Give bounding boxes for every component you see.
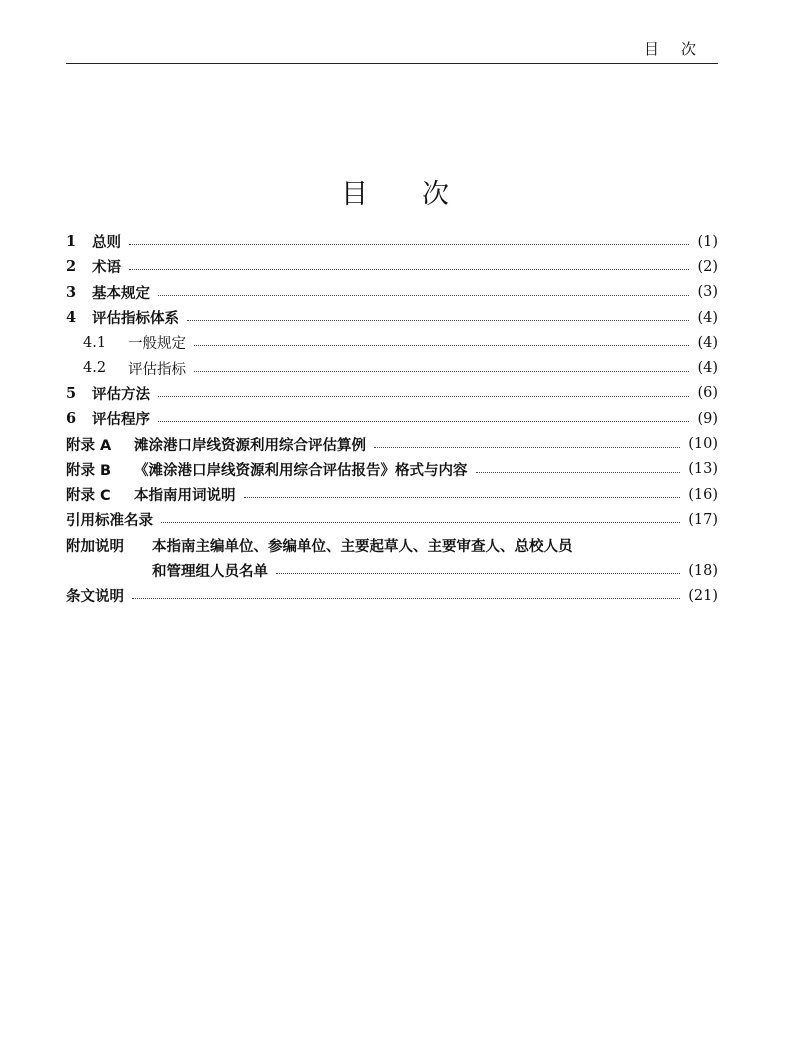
dot-leader bbox=[187, 320, 689, 321]
toc-entry-title: 评估指标体系 bbox=[92, 311, 179, 328]
dot-leader bbox=[158, 421, 689, 422]
toc-entry-number: 2 bbox=[66, 258, 77, 276]
dot-leader bbox=[374, 447, 680, 448]
toc-entry-number: 附录 B bbox=[66, 462, 112, 479]
toc-entry-appendix-b[interactable] bbox=[66, 457, 718, 482]
table-of-contents bbox=[66, 229, 718, 608]
toc-entry-page: (4) bbox=[697, 309, 718, 326]
toc-entry-number: 附录 A bbox=[66, 437, 112, 454]
toc-entry-title: 评估程序 bbox=[92, 412, 150, 429]
toc-entry-title-continued: 和管理组人员名单 bbox=[152, 564, 268, 580]
dot-leader bbox=[276, 573, 680, 574]
dot-leader bbox=[158, 295, 689, 296]
dot-leader bbox=[158, 396, 689, 397]
toc-entry-title: 评估指标 bbox=[128, 361, 186, 378]
page-title: 目次 bbox=[341, 179, 503, 210]
dot-leader bbox=[129, 269, 689, 270]
toc-entry-page: (17) bbox=[688, 511, 718, 528]
toc-entry-title: 术语 bbox=[92, 260, 121, 277]
toc-entry-number: 5 bbox=[66, 384, 77, 402]
toc-entry-number: 3 bbox=[66, 283, 77, 301]
header-rule bbox=[66, 63, 718, 64]
running-head: 目次 bbox=[643, 40, 718, 58]
toc-entry-1[interactable] bbox=[66, 229, 718, 254]
dot-leader bbox=[129, 244, 689, 245]
toc-entry-4-2[interactable] bbox=[66, 355, 718, 380]
toc-entry-title: 条文说明 bbox=[66, 589, 124, 606]
toc-entry-title: 引用标准名录 bbox=[66, 513, 153, 530]
toc-entry-number: 附录 C bbox=[66, 488, 111, 505]
toc-entry-5[interactable] bbox=[66, 381, 718, 406]
toc-entry-page: (16) bbox=[688, 486, 718, 503]
dot-leader bbox=[244, 497, 681, 498]
toc-entry-page: (1) bbox=[697, 233, 718, 250]
toc-entry-referenced-standards[interactable] bbox=[66, 507, 718, 532]
toc-entry-page: (4) bbox=[697, 334, 718, 351]
toc-entry-title: 评估方法 bbox=[92, 386, 150, 403]
toc-entry-title: 本指南主编单位、参编单位、主要起草人、主要审查人、总校人员 bbox=[152, 538, 573, 555]
toc-entry-number: 4.2 bbox=[83, 360, 107, 377]
dot-leader bbox=[132, 598, 680, 599]
toc-entry-2[interactable] bbox=[66, 254, 718, 279]
dot-leader bbox=[194, 371, 689, 372]
toc-entry-4[interactable] bbox=[66, 305, 718, 330]
toc-entry-6[interactable] bbox=[66, 406, 718, 431]
toc-entry-page: (21) bbox=[688, 587, 718, 604]
toc-entry-clause-explanation[interactable] bbox=[66, 583, 718, 608]
toc-entry-page: (10) bbox=[688, 436, 718, 453]
toc-entry-page: (18) bbox=[688, 562, 718, 579]
toc-entry-page: (6) bbox=[697, 385, 718, 402]
toc-entry-title: 一般规定 bbox=[128, 336, 186, 353]
toc-entry-title: 总则 bbox=[92, 235, 121, 252]
toc-entry-appendix-a[interactable] bbox=[66, 431, 718, 456]
toc-entry-number: 4 bbox=[66, 309, 77, 327]
toc-entry-number: 6 bbox=[66, 410, 77, 428]
dot-leader bbox=[194, 345, 689, 346]
toc-entry-additional-notes-continued[interactable] bbox=[66, 558, 718, 583]
toc-entry-title: 《滩涂港口岸线资源利用综合评估报告》格式与内容 bbox=[134, 462, 468, 479]
toc-entry-page: (13) bbox=[688, 461, 718, 478]
toc-entry-3[interactable] bbox=[66, 280, 718, 305]
dot-leader bbox=[476, 472, 681, 473]
toc-entry-title: 滩涂港口岸线资源利用综合评估算例 bbox=[134, 437, 366, 454]
toc-entry-title: 基本规定 bbox=[92, 285, 150, 302]
toc-entry-additional-notes[interactable] bbox=[66, 533, 718, 558]
toc-entry-number: 附加说明 bbox=[66, 538, 124, 555]
toc-entry-page: (9) bbox=[697, 410, 718, 427]
toc-entry-page: (2) bbox=[697, 258, 718, 275]
toc-entry-title: 本指南用词说明 bbox=[134, 488, 236, 505]
toc-entry-page: (4) bbox=[697, 360, 718, 377]
toc-entry-page: (3) bbox=[697, 284, 718, 301]
toc-entry-number: 1 bbox=[66, 233, 77, 251]
toc-entry-number: 4.1 bbox=[83, 334, 107, 351]
toc-entry-appendix-c[interactable] bbox=[66, 482, 718, 507]
dot-leader bbox=[161, 522, 680, 523]
toc-entry-4-1[interactable] bbox=[66, 330, 718, 355]
